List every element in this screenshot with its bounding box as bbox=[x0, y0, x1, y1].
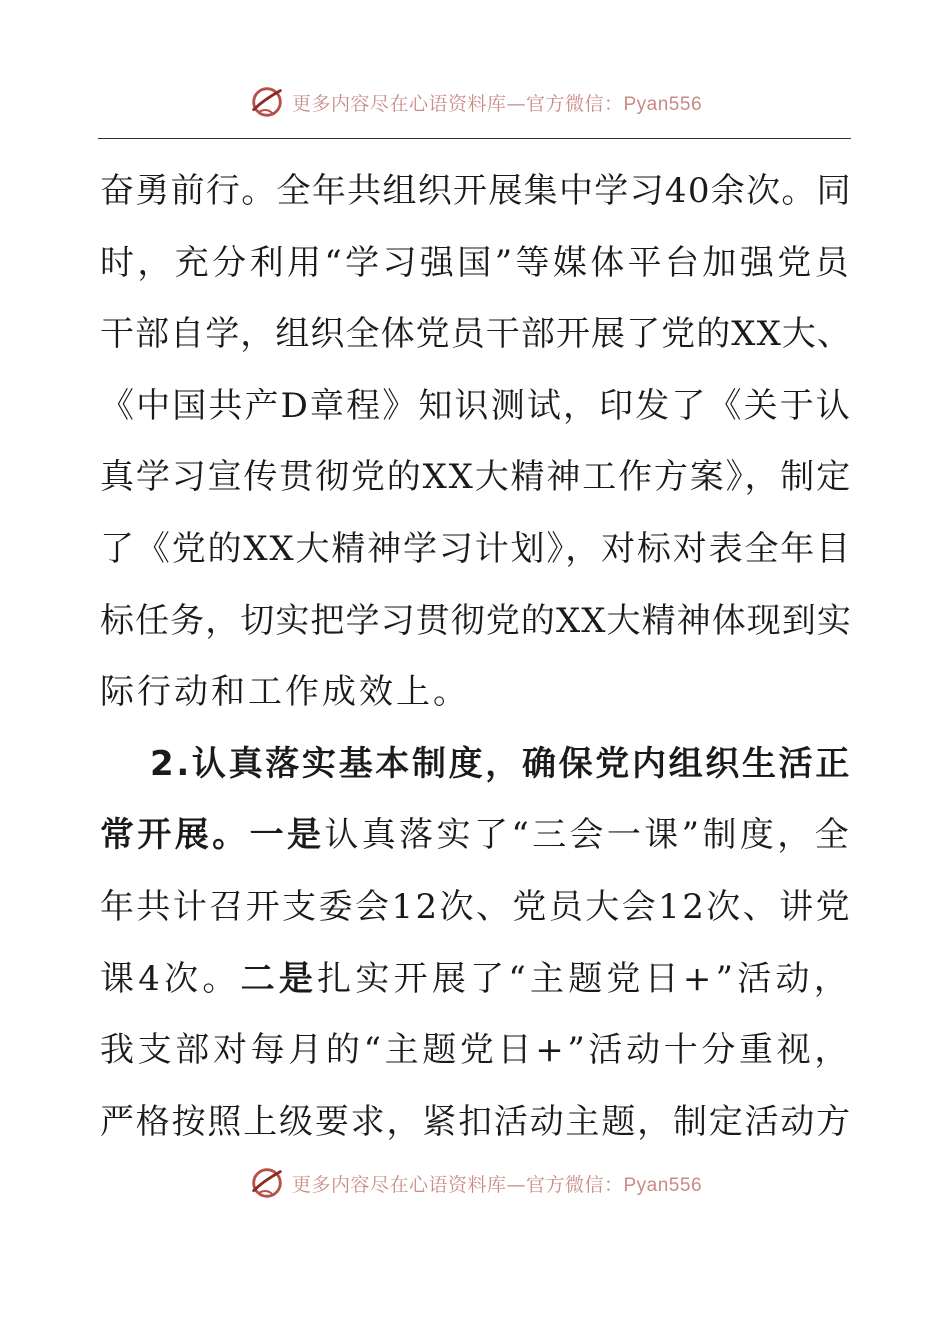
text-line: 我支部对每月的“主题党日+”活动十分重视， bbox=[100, 1030, 852, 1071]
text-line: 课4次。二是扎实开展了“主题党日+”活动， bbox=[100, 958, 852, 999]
banner-text: 更多内容尽在心语资料库—官方微信：Pyan556 bbox=[291, 92, 703, 115]
header-banner bbox=[0, 82, 950, 122]
first-label: 一是 bbox=[249, 815, 325, 856]
text-line: 《中国共产D章程》知识测试，印发了《关于认 bbox=[100, 385, 852, 426]
section-heading: 2.认真落实基本制度，确保党内组织生活正 bbox=[150, 743, 852, 784]
text-line: 常开展。一是认真落实了“三会一课”制度，全 bbox=[100, 815, 853, 856]
text-line: 奋勇前行。全年共组织开展集中学习40余次。同 bbox=[100, 171, 852, 211]
header-divider bbox=[98, 138, 851, 139]
text-line: 严格按照上级要求，紧扣活动主题，制定活动方 bbox=[100, 1101, 852, 1142]
heading-continuation: 常开展。 bbox=[100, 815, 250, 856]
text-line: 真学习宣传贯彻党的XX大精神工作方案》，制定 bbox=[100, 457, 852, 498]
document-body bbox=[100, 156, 852, 1158]
text-line: 时，充分利用“学习强国”等媒体平台加强党员 bbox=[100, 242, 852, 283]
text-line: 干部自学，组织全体党员干部开展了党的XX大、 bbox=[100, 314, 853, 355]
second-label: 二是 bbox=[240, 958, 318, 999]
text-line: 年共计召开支委会12次、党员大会12次、讲党 bbox=[100, 886, 852, 927]
brush-logo-icon bbox=[248, 83, 286, 121]
brush-logo-icon bbox=[248, 1164, 286, 1202]
text-line: 际行动和工作成效上。 bbox=[100, 672, 470, 713]
text-line: 标任务，切实把学习贯彻党的XX大精神体现到实 bbox=[100, 600, 853, 641]
footer-banner bbox=[0, 1163, 950, 1203]
text-line: 了《党的XX大精神学习计划》，对标对表全年目 bbox=[100, 528, 852, 569]
banner-text: 更多内容尽在心语资料库—官方微信：Pyan556 bbox=[291, 1173, 703, 1196]
